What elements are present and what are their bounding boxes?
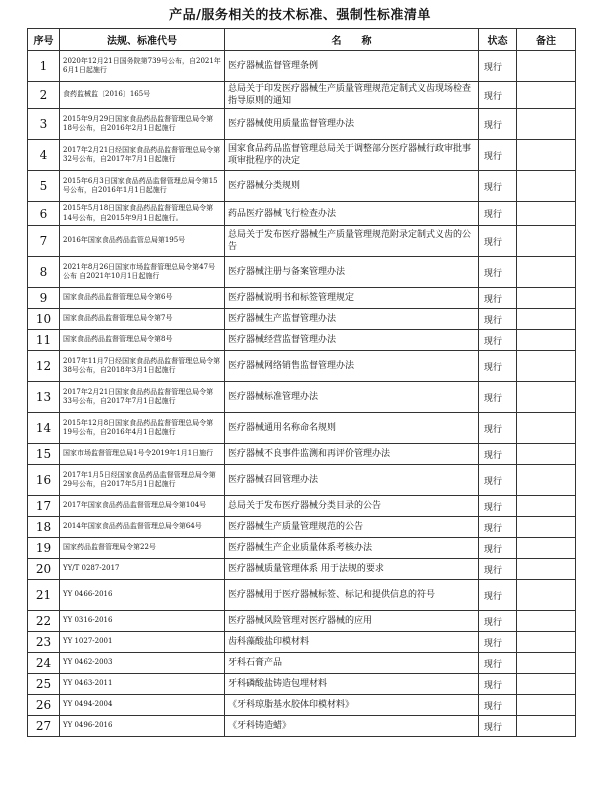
cell-note bbox=[517, 413, 576, 444]
cell-name: 总局关于印发医疗器械生产质量管理规范定制式义齿现场检查指导原则的通知 bbox=[225, 82, 479, 109]
cell-no: 1 bbox=[28, 51, 60, 82]
table-row bbox=[28, 674, 576, 695]
cell-status: 现行 bbox=[479, 202, 517, 226]
cell-code: YY 0463-2011 bbox=[60, 674, 225, 695]
table-row bbox=[28, 559, 576, 580]
cell-status: 现行 bbox=[479, 309, 517, 330]
cell-name: 《牙科铸造蜡》 bbox=[225, 716, 479, 737]
cell-name: 牙科磷酸盐铸造包埋材料 bbox=[225, 674, 479, 695]
cell-no: 2 bbox=[28, 82, 60, 109]
table-row bbox=[28, 465, 576, 496]
cell-note bbox=[517, 716, 576, 737]
cell-note bbox=[517, 444, 576, 465]
cell-code: 2017年1月5日经国家食品药品监督管理总局令第29号公布，自2017年5月1日起施行 bbox=[60, 465, 225, 496]
cell-note bbox=[517, 226, 576, 257]
cell-status: 现行 bbox=[479, 140, 517, 171]
cell-name: 医疗器械生产企业质量体系考核办法 bbox=[225, 538, 479, 559]
cell-no: 14 bbox=[28, 413, 60, 444]
cell-note bbox=[517, 538, 576, 559]
cell-name: 医疗器械注册与备案管理办法 bbox=[225, 257, 479, 288]
cell-code: YY 0494-2004 bbox=[60, 695, 225, 716]
cell-code: 国家食品药品监督管理总局令第7号 bbox=[60, 309, 225, 330]
table-row bbox=[28, 632, 576, 653]
cell-name: 医疗器械标准管理办法 bbox=[225, 382, 479, 413]
cell-code: YY 0496-2016 bbox=[60, 716, 225, 737]
cell-code: 2015年6月3日国家食品药品监督管理总局令第15号公布，自2016年1月1日起施行 bbox=[60, 171, 225, 202]
cell-status: 现行 bbox=[479, 226, 517, 257]
cell-no: 11 bbox=[28, 330, 60, 351]
cell-no: 21 bbox=[28, 580, 60, 611]
cell-name: 医疗器械分类规则 bbox=[225, 171, 479, 202]
cell-code: 国家食品药品监督管理总局令第8号 bbox=[60, 330, 225, 351]
table-row bbox=[28, 140, 576, 171]
cell-no: 4 bbox=[28, 140, 60, 171]
cell-note bbox=[517, 309, 576, 330]
cell-name: 总局关于发布医疗器械分类目录的公告 bbox=[225, 496, 479, 517]
cell-note bbox=[517, 171, 576, 202]
cell-note bbox=[517, 611, 576, 632]
cell-note bbox=[517, 330, 576, 351]
cell-note bbox=[517, 580, 576, 611]
cell-name: 医疗器械质量管理体系 用于法规的要求 bbox=[225, 559, 479, 580]
table-row bbox=[28, 382, 576, 413]
cell-no: 26 bbox=[28, 695, 60, 716]
cell-code: 2014年国家食品药品监督管理总局令第64号 bbox=[60, 517, 225, 538]
cell-status: 现行 bbox=[479, 580, 517, 611]
cell-status: 现行 bbox=[479, 330, 517, 351]
cell-status: 现行 bbox=[479, 653, 517, 674]
cell-note bbox=[517, 517, 576, 538]
table-row bbox=[28, 413, 576, 444]
cell-code: YY 1027-2001 bbox=[60, 632, 225, 653]
table-row bbox=[28, 288, 576, 309]
table-row bbox=[28, 444, 576, 465]
cell-code: 2016年国家食品药品监管总局第195号 bbox=[60, 226, 225, 257]
header-code: 法规、标准代号 bbox=[60, 29, 225, 51]
header-name: 名 称 bbox=[225, 29, 479, 51]
cell-code: YY/T 0287-2017 bbox=[60, 559, 225, 580]
cell-no: 18 bbox=[28, 517, 60, 538]
cell-code: 2017年2月21日经国家食品药品监督管理总局令第32号公布，自2017年7月1日起施行 bbox=[60, 140, 225, 171]
cell-note bbox=[517, 51, 576, 82]
cell-note bbox=[517, 674, 576, 695]
cell-no: 15 bbox=[28, 444, 60, 465]
cell-status: 现行 bbox=[479, 496, 517, 517]
cell-code: 国家市场监督管理总局1号令2019年1月1日施行 bbox=[60, 444, 225, 465]
cell-status: 现行 bbox=[479, 517, 517, 538]
cell-no: 6 bbox=[28, 202, 60, 226]
cell-note bbox=[517, 653, 576, 674]
cell-name: 医疗器械生产监督管理办法 bbox=[225, 309, 479, 330]
table-row bbox=[28, 51, 576, 82]
cell-no: 3 bbox=[28, 109, 60, 140]
cell-note bbox=[517, 257, 576, 288]
cell-name: 医疗器械召回管理办法 bbox=[225, 465, 479, 496]
cell-code: 2017年国家食品药品监督管理总局令第104号 bbox=[60, 496, 225, 517]
table-row bbox=[28, 171, 576, 202]
cell-status: 现行 bbox=[479, 257, 517, 288]
cell-no: 17 bbox=[28, 496, 60, 517]
cell-note bbox=[517, 82, 576, 109]
cell-note bbox=[517, 140, 576, 171]
table-row bbox=[28, 653, 576, 674]
table-row bbox=[28, 538, 576, 559]
cell-note bbox=[517, 465, 576, 496]
cell-no: 12 bbox=[28, 351, 60, 382]
cell-no: 27 bbox=[28, 716, 60, 737]
cell-code: YY 0462-2003 bbox=[60, 653, 225, 674]
cell-no: 22 bbox=[28, 611, 60, 632]
table-row bbox=[28, 496, 576, 517]
table-row bbox=[28, 351, 576, 382]
cell-name: 医疗器械不良事件监测和再评价管理办法 bbox=[225, 444, 479, 465]
cell-no: 24 bbox=[28, 653, 60, 674]
cell-no: 7 bbox=[28, 226, 60, 257]
cell-code: 2015年9月29日国家食品药品监督管理总局令第18号公布，自2016年2月1日起施行 bbox=[60, 109, 225, 140]
cell-status: 现行 bbox=[479, 674, 517, 695]
header-note: 备注 bbox=[517, 29, 576, 51]
cell-name: 药品医疗器械飞行检查办法 bbox=[225, 202, 479, 226]
cell-code: 2015年5月18日国家食品药品监督管理总局令第14号公布，自2015年9月1日起施行。 bbox=[60, 202, 225, 226]
cell-code: 食药监械监〔2016〕165号 bbox=[60, 82, 225, 109]
table-row bbox=[28, 109, 576, 140]
table-row bbox=[28, 716, 576, 737]
cell-name: 医疗器械使用质量监督管理办法 bbox=[225, 109, 479, 140]
cell-note bbox=[517, 559, 576, 580]
cell-note bbox=[517, 496, 576, 517]
table-row bbox=[28, 611, 576, 632]
cell-name: 国家食品药品监督管理总局关于调整部分医疗器械行政审批事项审批程序的决定 bbox=[225, 140, 479, 171]
cell-note bbox=[517, 202, 576, 226]
cell-status: 现行 bbox=[479, 538, 517, 559]
cell-status: 现行 bbox=[479, 382, 517, 413]
cell-status: 现行 bbox=[479, 465, 517, 496]
cell-status: 现行 bbox=[479, 413, 517, 444]
table-row bbox=[28, 202, 576, 226]
table-row bbox=[28, 82, 576, 109]
cell-name: 总局关于发布医疗器械生产质量管理规范附录定制式义齿的公告 bbox=[225, 226, 479, 257]
cell-status: 现行 bbox=[479, 82, 517, 109]
cell-status: 现行 bbox=[479, 351, 517, 382]
header-status: 状态 bbox=[479, 29, 517, 51]
cell-name: 齿科藻酸盐印模材料 bbox=[225, 632, 479, 653]
cell-no: 9 bbox=[28, 288, 60, 309]
table-row bbox=[28, 695, 576, 716]
cell-name: 医疗器械用于医疗器械标签、标记和提供信息的符号 bbox=[225, 580, 479, 611]
cell-code: YY 0316-2016 bbox=[60, 611, 225, 632]
cell-name: 医疗器械网络销售监督管理办法 bbox=[225, 351, 479, 382]
cell-name: 医疗器械风险管理对医疗器械的应用 bbox=[225, 611, 479, 632]
table-row bbox=[28, 257, 576, 288]
cell-no: 13 bbox=[28, 382, 60, 413]
cell-code: 2015年12月8日国家食品药品监督管理总局令第19号公布，自2016年4月1日起施行 bbox=[60, 413, 225, 444]
table-row bbox=[28, 309, 576, 330]
cell-status: 现行 bbox=[479, 171, 517, 202]
cell-note bbox=[517, 288, 576, 309]
cell-code: 2021年8月26日国家市场监督管理总局令第47号公布 自2021年10月1日起施行 bbox=[60, 257, 225, 288]
cell-name: 《牙科琼脂基水胶体印模材料》 bbox=[225, 695, 479, 716]
cell-status: 现行 bbox=[479, 444, 517, 465]
cell-code: 2017年11月7日经国家食品药品监督管理总局令第38号公布，自2018年3月1日起施行 bbox=[60, 351, 225, 382]
cell-status: 现行 bbox=[479, 716, 517, 737]
table-row bbox=[28, 226, 576, 257]
table-body bbox=[28, 51, 576, 737]
table-row bbox=[28, 580, 576, 611]
cell-no: 20 bbox=[28, 559, 60, 580]
cell-name: 医疗器械生产质量管理规范的公告 bbox=[225, 517, 479, 538]
cell-name: 牙科石膏产品 bbox=[225, 653, 479, 674]
table-row bbox=[28, 517, 576, 538]
cell-note bbox=[517, 382, 576, 413]
cell-code: 国家药品监督管理局令第22号 bbox=[60, 538, 225, 559]
cell-no: 5 bbox=[28, 171, 60, 202]
cell-no: 19 bbox=[28, 538, 60, 559]
cell-status: 现行 bbox=[479, 559, 517, 580]
cell-name: 医疗器械经营监督管理办法 bbox=[225, 330, 479, 351]
cell-status: 现行 bbox=[479, 611, 517, 632]
cell-note bbox=[517, 109, 576, 140]
cell-no: 8 bbox=[28, 257, 60, 288]
cell-no: 25 bbox=[28, 674, 60, 695]
cell-status: 现行 bbox=[479, 632, 517, 653]
cell-status: 现行 bbox=[479, 51, 517, 82]
cell-note bbox=[517, 351, 576, 382]
cell-name: 医疗器械通用名称命名规则 bbox=[225, 413, 479, 444]
cell-code: YY 0466-2016 bbox=[60, 580, 225, 611]
cell-no: 23 bbox=[28, 632, 60, 653]
table-row bbox=[28, 330, 576, 351]
table-header-row bbox=[28, 29, 576, 51]
standards-table bbox=[27, 28, 576, 737]
cell-status: 现行 bbox=[479, 288, 517, 309]
cell-code: 2017年2月21日国家食品药品监督管理总局令第33号公布，自2017年7月1日起施行 bbox=[60, 382, 225, 413]
cell-code: 2020年12月21日国务院第739号公布，自2021年6月1日起施行 bbox=[60, 51, 225, 82]
header-no: 序号 bbox=[28, 29, 60, 51]
cell-no: 16 bbox=[28, 465, 60, 496]
cell-status: 现行 bbox=[479, 695, 517, 716]
cell-name: 医疗器械监督管理条例 bbox=[225, 51, 479, 82]
cell-code: 国家食品药品监督管理总局令第6号 bbox=[60, 288, 225, 309]
cell-status: 现行 bbox=[479, 109, 517, 140]
cell-note bbox=[517, 695, 576, 716]
page-title: 产品/服务相关的技术标准、强制性标准清单 bbox=[169, 8, 431, 23]
cell-name: 医疗器械说明书和标签管理规定 bbox=[225, 288, 479, 309]
cell-note bbox=[517, 632, 576, 653]
cell-no: 10 bbox=[28, 309, 60, 330]
